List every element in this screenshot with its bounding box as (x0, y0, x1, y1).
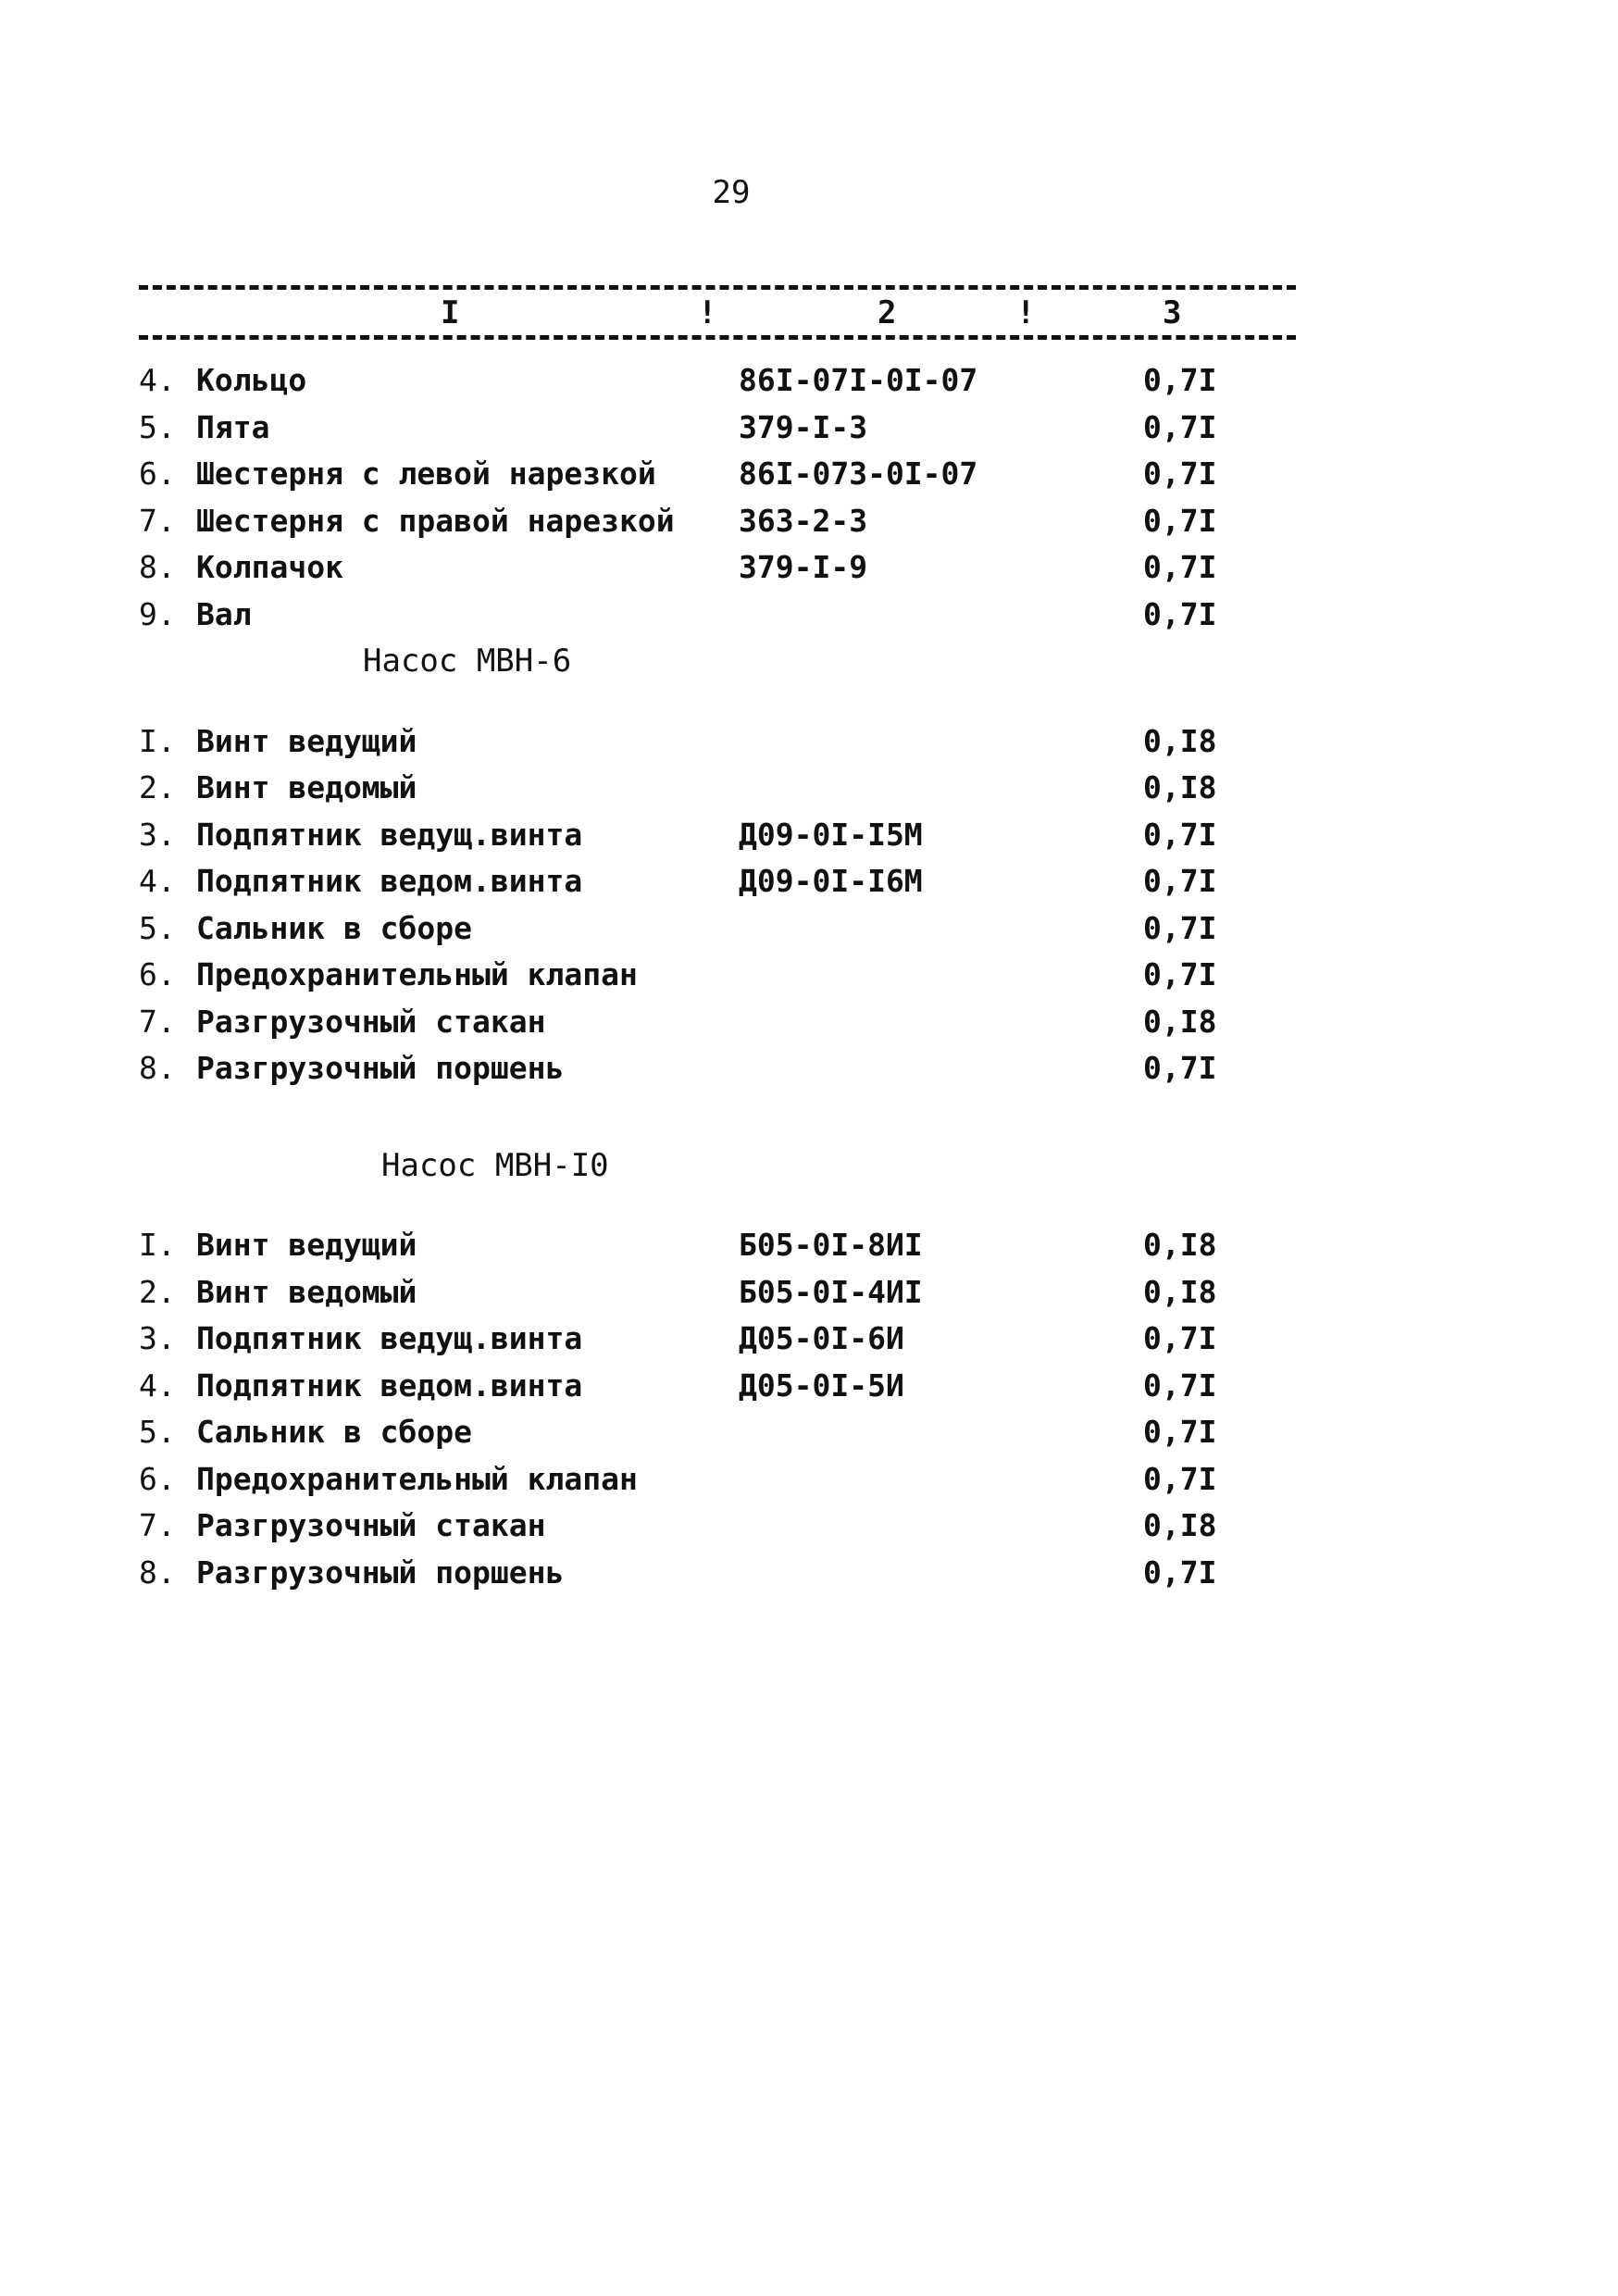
column-header-2: 2 (872, 294, 902, 331)
item-name: Сальник в сборе (196, 909, 473, 946)
item-code: Д05-0I-6И (739, 1320, 904, 1356)
item-number: 8. (139, 549, 176, 585)
table-row (139, 592, 1296, 639)
table-row (139, 765, 1296, 812)
column-separator-1: ! (692, 294, 722, 331)
group-1 (139, 357, 1296, 638)
item-value: 0,I8 (1143, 1273, 1217, 1310)
item-number: 7. (139, 1507, 176, 1543)
table-row (139, 1045, 1296, 1092)
item-number: 4. (139, 362, 176, 398)
item-number: I. (139, 1227, 176, 1263)
item-name: Сальник в сборе (196, 1414, 473, 1450)
item-number: 3. (139, 1320, 176, 1356)
item-number: 4. (139, 863, 176, 899)
column-separator-2: ! (1011, 294, 1040, 331)
table-row (139, 1456, 1296, 1504)
table-row (139, 1316, 1296, 1363)
item-code: Д05-0I-5И (739, 1366, 904, 1404)
table-row (139, 952, 1296, 999)
table-row (139, 905, 1296, 953)
item-number: 4. (139, 1366, 176, 1404)
item-code: 363-2-3 (739, 502, 868, 539)
item-value: 0,7I (1143, 549, 1217, 585)
item-value: 0,7I (1143, 408, 1217, 445)
item-number: 7. (139, 502, 176, 539)
table-header-rule-top (139, 285, 1296, 290)
item-number: 5. (139, 408, 176, 445)
item-name: Винт ведомый (196, 1273, 417, 1310)
table-row (139, 1363, 1296, 1410)
table-row (139, 812, 1296, 859)
item-value: 0,7I (1143, 1460, 1217, 1497)
item-value: 0,7I (1143, 909, 1217, 946)
item-value: 0,I8 (1143, 1227, 1217, 1263)
item-number: 6. (139, 1460, 176, 1497)
item-name: Разгрузочный стакан (196, 1507, 546, 1543)
item-name: Подпятник ведущ.винта (196, 1320, 583, 1356)
item-number: 6. (139, 956, 176, 992)
item-name: Винт ведомый (196, 769, 417, 805)
item-name: Винт ведущий (196, 1227, 417, 1263)
item-name: Предохранительный клапан (196, 1460, 638, 1497)
item-number: 5. (139, 909, 176, 946)
item-value: 0,7I (1143, 362, 1217, 398)
page-number: 29 (712, 174, 751, 211)
column-header-3: 3 (1157, 294, 1187, 331)
item-value: 0,7I (1143, 502, 1217, 539)
item-value: 0,I8 (1143, 1003, 1217, 1040)
group-2 (139, 718, 1296, 1092)
item-name: Вал (196, 595, 252, 632)
item-value: 0,I8 (1143, 1507, 1217, 1543)
item-value: 0,7I (1143, 455, 1217, 492)
section-title-mvn-6 (139, 638, 1296, 685)
table-row (139, 718, 1296, 766)
item-name: Колпачок (196, 549, 343, 585)
table-row (139, 405, 1296, 452)
table-row (139, 544, 1296, 592)
item-number: 2. (139, 1273, 176, 1310)
item-value: 0,7I (1143, 863, 1217, 899)
item-name: Разгрузочный поршень (196, 1554, 565, 1591)
section-title-text: Насос МВН-6 (363, 643, 572, 680)
item-code: 86I-073-0I-07 (739, 455, 978, 492)
item-value: 0,7I (1143, 595, 1217, 632)
item-name: Пята (196, 408, 270, 445)
item-number: 8. (139, 1050, 176, 1086)
table-row (139, 1550, 1296, 1597)
item-value: 0,7I (1143, 1366, 1217, 1404)
item-name: Подпятник ведущ.винта (196, 816, 583, 853)
item-number: 2. (139, 769, 176, 805)
item-code: 379-I-9 (739, 549, 868, 585)
item-name: Предохранительный клапан (196, 956, 638, 992)
item-code: 86I-07I-0I-07 (739, 362, 978, 398)
item-code: 379-I-3 (739, 408, 868, 445)
item-number: I. (139, 722, 176, 759)
item-code: Д09-0I-I5М (739, 816, 923, 853)
table-row (139, 498, 1296, 545)
item-name: Шестерня с левой нарезкой (196, 455, 656, 492)
item-name: Подпятник ведом.винта (196, 863, 583, 899)
item-value: 0,7I (1143, 1050, 1217, 1086)
item-number: 3. (139, 816, 176, 853)
item-name: Винт ведущий (196, 722, 417, 759)
item-value: 0,7I (1143, 1414, 1217, 1450)
item-value: 0,I8 (1143, 769, 1217, 805)
table-row (139, 357, 1296, 405)
section-title-text: Насос МВН-I0 (381, 1146, 609, 1184)
item-number: 6. (139, 455, 176, 492)
item-name: Подпятник ведом.винта (196, 1366, 583, 1404)
table-header-rule-bottom (139, 335, 1296, 340)
item-value: 0,7I (1143, 1554, 1217, 1591)
table-row (139, 1409, 1296, 1456)
item-number: 9. (139, 595, 176, 632)
table-row (139, 858, 1296, 905)
section-title-mvn-10 (139, 1142, 1296, 1190)
item-value: 0,I8 (1143, 722, 1217, 759)
item-name: Кольцо (196, 362, 307, 398)
table-row (139, 1269, 1296, 1316)
item-number: 7. (139, 1003, 176, 1040)
item-number: 5. (139, 1414, 176, 1450)
item-value: 0,7I (1143, 956, 1217, 992)
group-3 (139, 1222, 1296, 1596)
item-code: Б05-0I-8ИI (739, 1227, 923, 1263)
table-row (139, 451, 1296, 498)
table-row (139, 999, 1296, 1046)
item-name: Разгрузочный поршень (196, 1050, 565, 1086)
item-number: 8. (139, 1554, 176, 1591)
column-header-1: I (435, 294, 465, 331)
table-row (139, 1503, 1296, 1550)
parts-list (139, 357, 1296, 1596)
item-code: Д09-0I-I6М (739, 863, 923, 899)
item-name: Разгрузочный стакан (196, 1003, 546, 1040)
table-row (139, 1222, 1296, 1269)
item-name: Шестерня с правой нарезкой (196, 502, 675, 539)
item-value: 0,7I (1143, 816, 1217, 853)
item-value: 0,7I (1143, 1320, 1217, 1356)
item-code: Б05-0I-4ИI (739, 1273, 923, 1310)
